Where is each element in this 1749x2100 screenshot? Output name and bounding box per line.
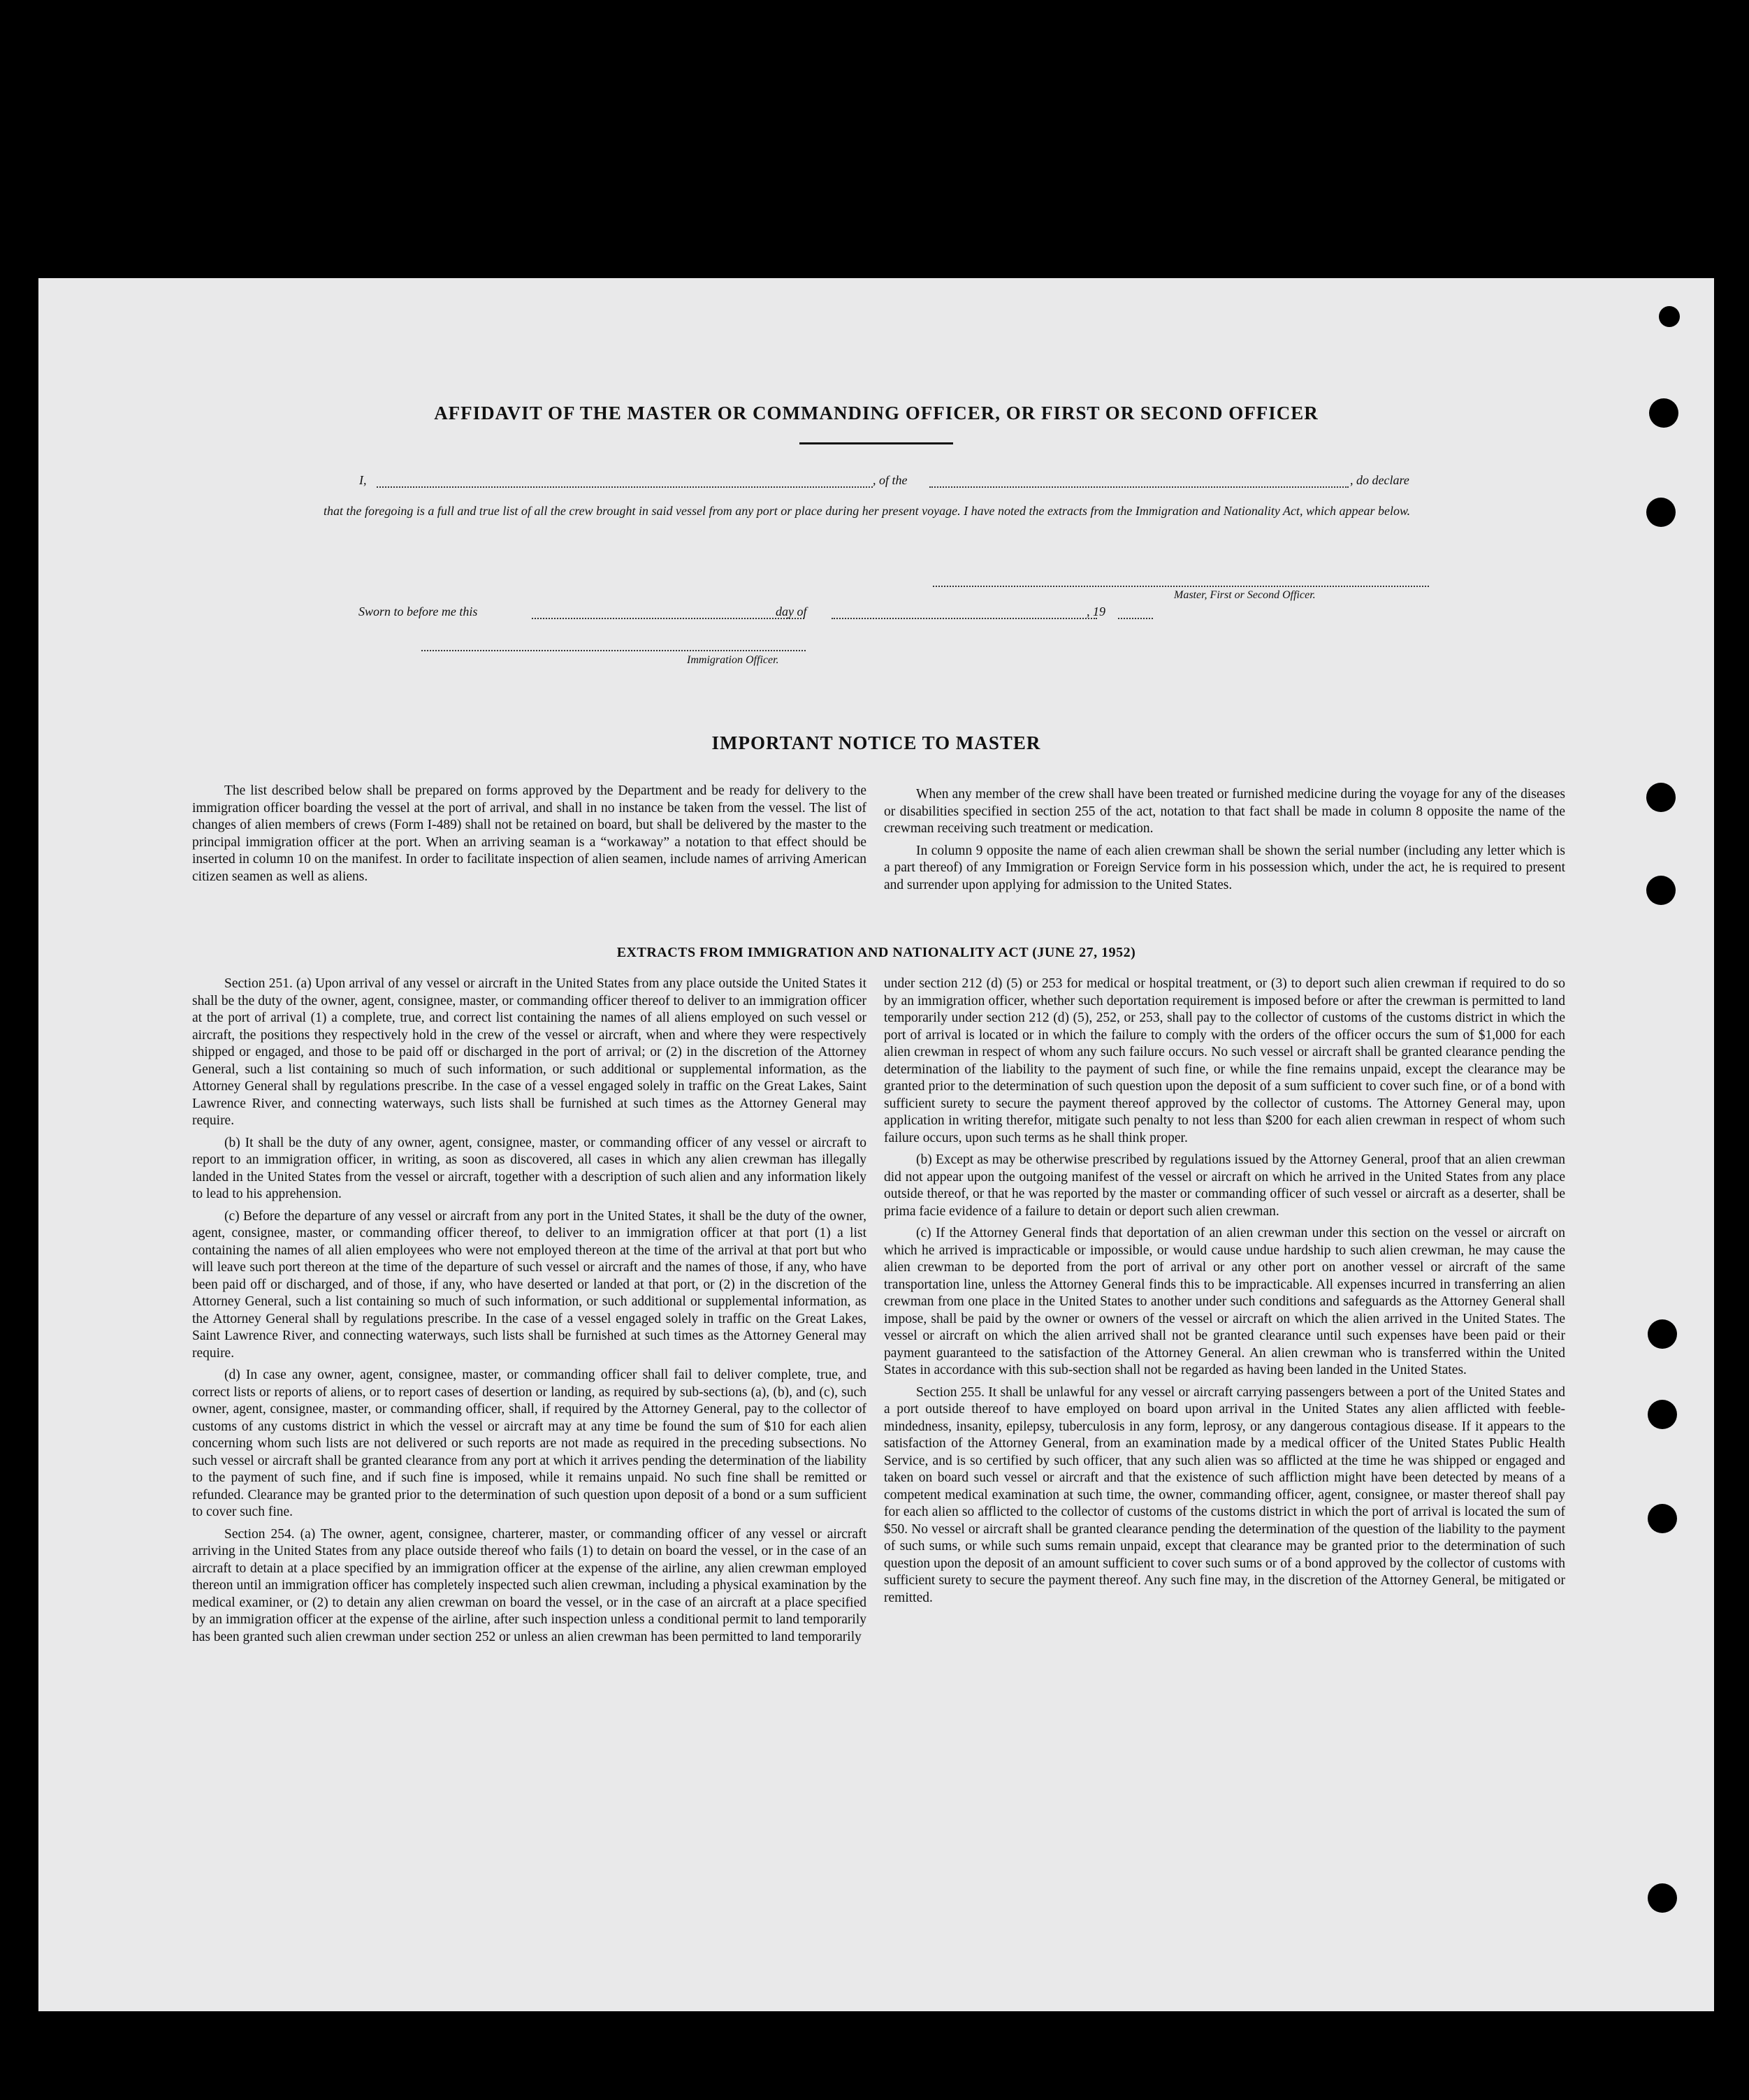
year-field-line[interactable] xyxy=(1118,618,1153,619)
section-255: Section 255. It shall be unlawful for any vessel or aircraft carrying passengers between a port of the United States and a port outside thereof to have employed on board upon arrival in the United States any alien afflicted with feeble-mindedness, insanity, epilepsy, tuberculosis in any form, leprosy, or any dangerous contagious disease. If it appears to the satisfaction of the Attorney General, from an examination made by a medical officer of the United States Public Health Service, and is so certified by such officer, that any such alien was so afflicted at the time he was shipped or engaged and taken on board such vessel or aircraft and that the existence of such affliction might have been detected by means of a competent medical examination at such time, the owner, commanding officer, agent, consignee, or master thereof shall pay for each alien so afflicted to the collector of customs of the customs district in which the port of arrival is located the sum of $50. No vessel or aircraft shall be granted clearance pending the determination of the question of the liability to the payment of such sums, or while such sums remain unpaid, except that clearance may be granted prior to the determination of such question upon the deposit of an amount sufficient to cover such sums or of a bond approved by the collector of customs with sufficient surety to secure the payment thereof. Any such fine may, in the discretion of the Attorney General, be mitigated or remitted. xyxy=(884,1384,1565,1605)
officer-label: Immigration Officer. xyxy=(687,654,779,666)
notice-right-paragraph-2: In column 9 opposite the name of each alien crewman shall be shown the serial number (including any letter which is a part thereof) of any Immigration or Foreign Service form in his possession which, under the act, he is required to present and surrender upon applying for admission to the United States. xyxy=(884,843,1565,892)
day-of-label: day of xyxy=(776,604,807,618)
extracts-title: EXTRACTS FROM IMMIGRATION AND NATIONALITY ACT (JUNE 27, 1952) xyxy=(616,945,1136,960)
section-254-a-continued: under section 212 (d) (5) or 253 for medical or hospital treatment, or (3) to deport such alien crewman if required to do so by an immigration officer, whether such deportation requirement is imposed before or after the crewman is permitted to land temporarily under section 212 (d) (5), 252, or 253, shall pay to the collector of customs of the customs district in which the port of arrival is located or in which the failure to comply with the orders of the officer occurs the sum of $1,000 for each alien crewman in respect of whom any such failure occurs. No such vessel or aircraft shall be granted clearance pending the determination of the liability to the payment of such fine, or while the fine remains unpaid, except the clearance may be granted prior to the determination of such question upon the deposit of a sum sufficient to cover such fine, or of a bond with sufficient surety to secure the payment thereof approved by the collector of customs. The Attorney General may, upon application in writing therefor, mitigate such penalty to not less than $200 for each alien crewman in respect of whom such failure occurs, upon such terms as he shall think proper. xyxy=(884,976,1565,1145)
document-page xyxy=(38,278,1714,2011)
extracts-left-column xyxy=(192,976,866,1651)
extracts-right-column xyxy=(884,976,1565,1612)
declaration-text: that the foregoing is a full and true list of all the crew brought in said vessel from any port or place during her present voyage. I have noted the extracts from the Immigration and Nationality Act, which appear below. xyxy=(324,504,1411,518)
section-251-c: (c) Before the departure of any vessel or aircraft from any port in the United States, it shall be the duty of the owner, agent, consignee, master, or commanding officer thereof, to deliver to an immigration officer at that port (1) a list containing the names of all alien employees who were not employed thereon at the time of the arrival at that port but who will leave such port thereon at the time of the departure of such vessel or aircraft and the names of those, if any, who have been paid off or discharged, and of those, if any, who have deserted or landed at that port, or (2) in the discretion of the Attorney General, such a list containing so much of such information, or such additional or supplemental information, as the Attorney General shall by regulations prescribe. In the case of a vessel engaged solely in traffic on the Great Lakes, Saint Lawrence River, and connecting waterways, such lists shall be furnished at such times as the Attorney General may require. xyxy=(192,1208,866,1361)
section-254-c: (c) If the Attorney General finds that deportation of an alien crewman under this section on the vessel or aircraft on which he arrived is impracticable or impossible, or would cause undue hardship to such alien crewman, he may cause the alien crewman to be deported from the port of arrival or any other port on another vessel or aircraft of the same transportation line, unless the Attorney General finds this to be impracticable. All expenses incurred in transferring an alien crewman from one place in the United States to another under such conditions and safeguards as the Attorney General shall impose, shall be paid by the owner or owners of the vessel or aircraft on which the alien arrived in the United States. The vessel or aircraft on which the alien arrived shall not be granted clearance until such expenses have been paid or their payment guaranteed to the satisfaction of the Attorney General. An alien crewman who is transferred within the United States in accordance with this sub-section shall not be regarded as having been landed in the United States. xyxy=(884,1226,1565,1377)
section-251-b: (b) It shall be the duty of any owner, agent, consignee, master, or commanding officer of any vessel or aircraft to report to an immigration officer, in writing, as soon as discovered, all cases in which any alien crewman has illegally landed in the United States from the vessel or aircraft, together with a description of such alien and any information likely to lead to his apprehension. xyxy=(192,1135,866,1201)
notice-right-column xyxy=(884,786,1565,899)
year-label: , 19 xyxy=(1087,604,1105,618)
notice-title: IMPORTANT NOTICE TO MASTER xyxy=(711,732,1041,753)
of-the-label: , of the xyxy=(873,473,908,487)
binder-hole xyxy=(1648,1400,1677,1429)
binder-hole xyxy=(1659,306,1680,327)
binder-hole xyxy=(1646,876,1676,905)
section-254-a: Section 254. (a) The owner, agent, consignee, charterer, master, or commanding officer of any vessel or aircraft arriving in the United States from any place outside thereof who fails (1) to detain on board the vessel, or in the case of an aircraft to detain at a place specified by an immigration officer at the expense of the airline, any alien crewman employed thereon until an immigration officer has completely inspected such alien crewman, including a physical examination by the medical examiner, or (2) to detain any alien crewman on board the vessel, or in the case of an aircraft at a place specified by an immigration officer at the expense of the airline, after such inspection unless a conditional permit to land temporarily has been granted such alien crewman under section 252 or unless an alien crewman has been permitted to land temporarily xyxy=(192,1526,866,1644)
section-254-b: (b) Except as may be otherwise prescribed by regulations issued by the Attorney General, proof that an alien crewman did not appear upon the outgoing manifest of the vessel or aircraft on which he arrived in the United States from any place outside thereof, or that he was reported by the master or commanding officer of such vessel or aircraft as a deserter, shall be prima facie evidence of a failure to detain or deport such alien crewman. xyxy=(884,1152,1565,1219)
vessel-field-line[interactable] xyxy=(929,486,1349,488)
master-label: Master, First or Second Officer. xyxy=(1174,589,1316,601)
sworn-day-line[interactable] xyxy=(532,618,804,619)
section-251-d: (d) In case any owner, agent, consignee, master, or commanding officer shall fail to deliver complete, true, and correct lists or reports of aliens, or to report cases of desertion or landing, as required by sub-sections (a), (b), and (c), such owner, agent, consignee, master, or commanding officer, shall, if required by the Attorney General, pay to the collector of customs of any customs district in which the vessel or aircraft may at any time be found the sum of $10 for each alien concerning whom such lists are not delivered or such reports are not made as required in the preceding subsections. No such vessel or aircraft shall be granted clearance from any port at which it arrives pending the determination of the liability to the payment of such fine, and if such fine is imposed, while it remains unpaid. No such fine shall be remitted or refunded. Clearance may be granted prior to the determination of such question upon deposit of a bond or a sum sufficient to cover such fine. xyxy=(192,1368,866,1519)
notice-left-column xyxy=(192,783,866,890)
binder-hole xyxy=(1648,1319,1677,1349)
affidavit-i-label: I, xyxy=(359,473,367,487)
binder-hole xyxy=(1649,398,1678,428)
master-signature-line[interactable] xyxy=(933,586,1429,587)
notice-left-paragraph: The list described below shall be prepared on forms approved by the Department and be ready for delivery to the immigration officer boarding the vessel at the port of arrival, and shall in no instance be taken from the vessel. The list of changes of alien members of crews (Form I-489) shall not be retained on board, but shall be delivered by the master to the principal immigration officer at the port. When an arriving seaman is a “workaway” a notation to that effect should be inserted in column 10 on the manifest. In order to facilitate inspection of alien seamen, include names of arriving American citizen seamen as well as aliens. xyxy=(192,783,866,884)
sworn-label: Sworn to before me this xyxy=(358,604,478,618)
binder-hole xyxy=(1646,498,1676,527)
binder-hole xyxy=(1648,1504,1677,1533)
binder-hole xyxy=(1646,783,1676,812)
do-declare-label: , do declare xyxy=(1350,473,1409,487)
title-underline xyxy=(799,442,953,444)
sworn-month-line[interactable] xyxy=(832,618,1097,619)
affidavit-title: AFFIDAVIT OF THE MASTER OR COMMANDING OFFICER, OR FIRST OR SECOND OFFICER xyxy=(434,403,1319,423)
officer-signature-line[interactable] xyxy=(421,650,806,651)
section-251-a: Section 251. (a) Upon arrival of any vessel or aircraft in the United States from any place outside the United States it shall be the duty of the owner, agent, consignee, master, or commanding officer thereof to deliver to an immigration officer at the port of arrival (1) a complete, true, and correct list containing the names of all aliens employed on such vessel or aircraft, the positions they respectively hold in the crew of the vessel or aircraft, when and where they were respectively shipped or engaged, and those to be paid off or discharged in the port of arrival; or (2) in the discretion of the Attorney General, such a list containing so much of such information, or such additional or supplemental information, as the Attorney General shall by regulations prescribe. In the case of a vessel engaged solely in traffic on the Great Lakes, Saint Lawrence River, and connecting waterways, such lists shall be furnished at such times as the Attorney General may require. xyxy=(192,976,866,1128)
binder-hole xyxy=(1648,1883,1677,1913)
notice-right-paragraph-1: When any member of the crew shall have been treated or furnished medicine during the voyage for any of the diseases or disabilities specified in section 255 of the act, notation to that fact shall be made in column 8 opposite the name of the crewman receiving such treatment or medication. xyxy=(884,787,1565,836)
name-field-line[interactable] xyxy=(377,486,873,488)
